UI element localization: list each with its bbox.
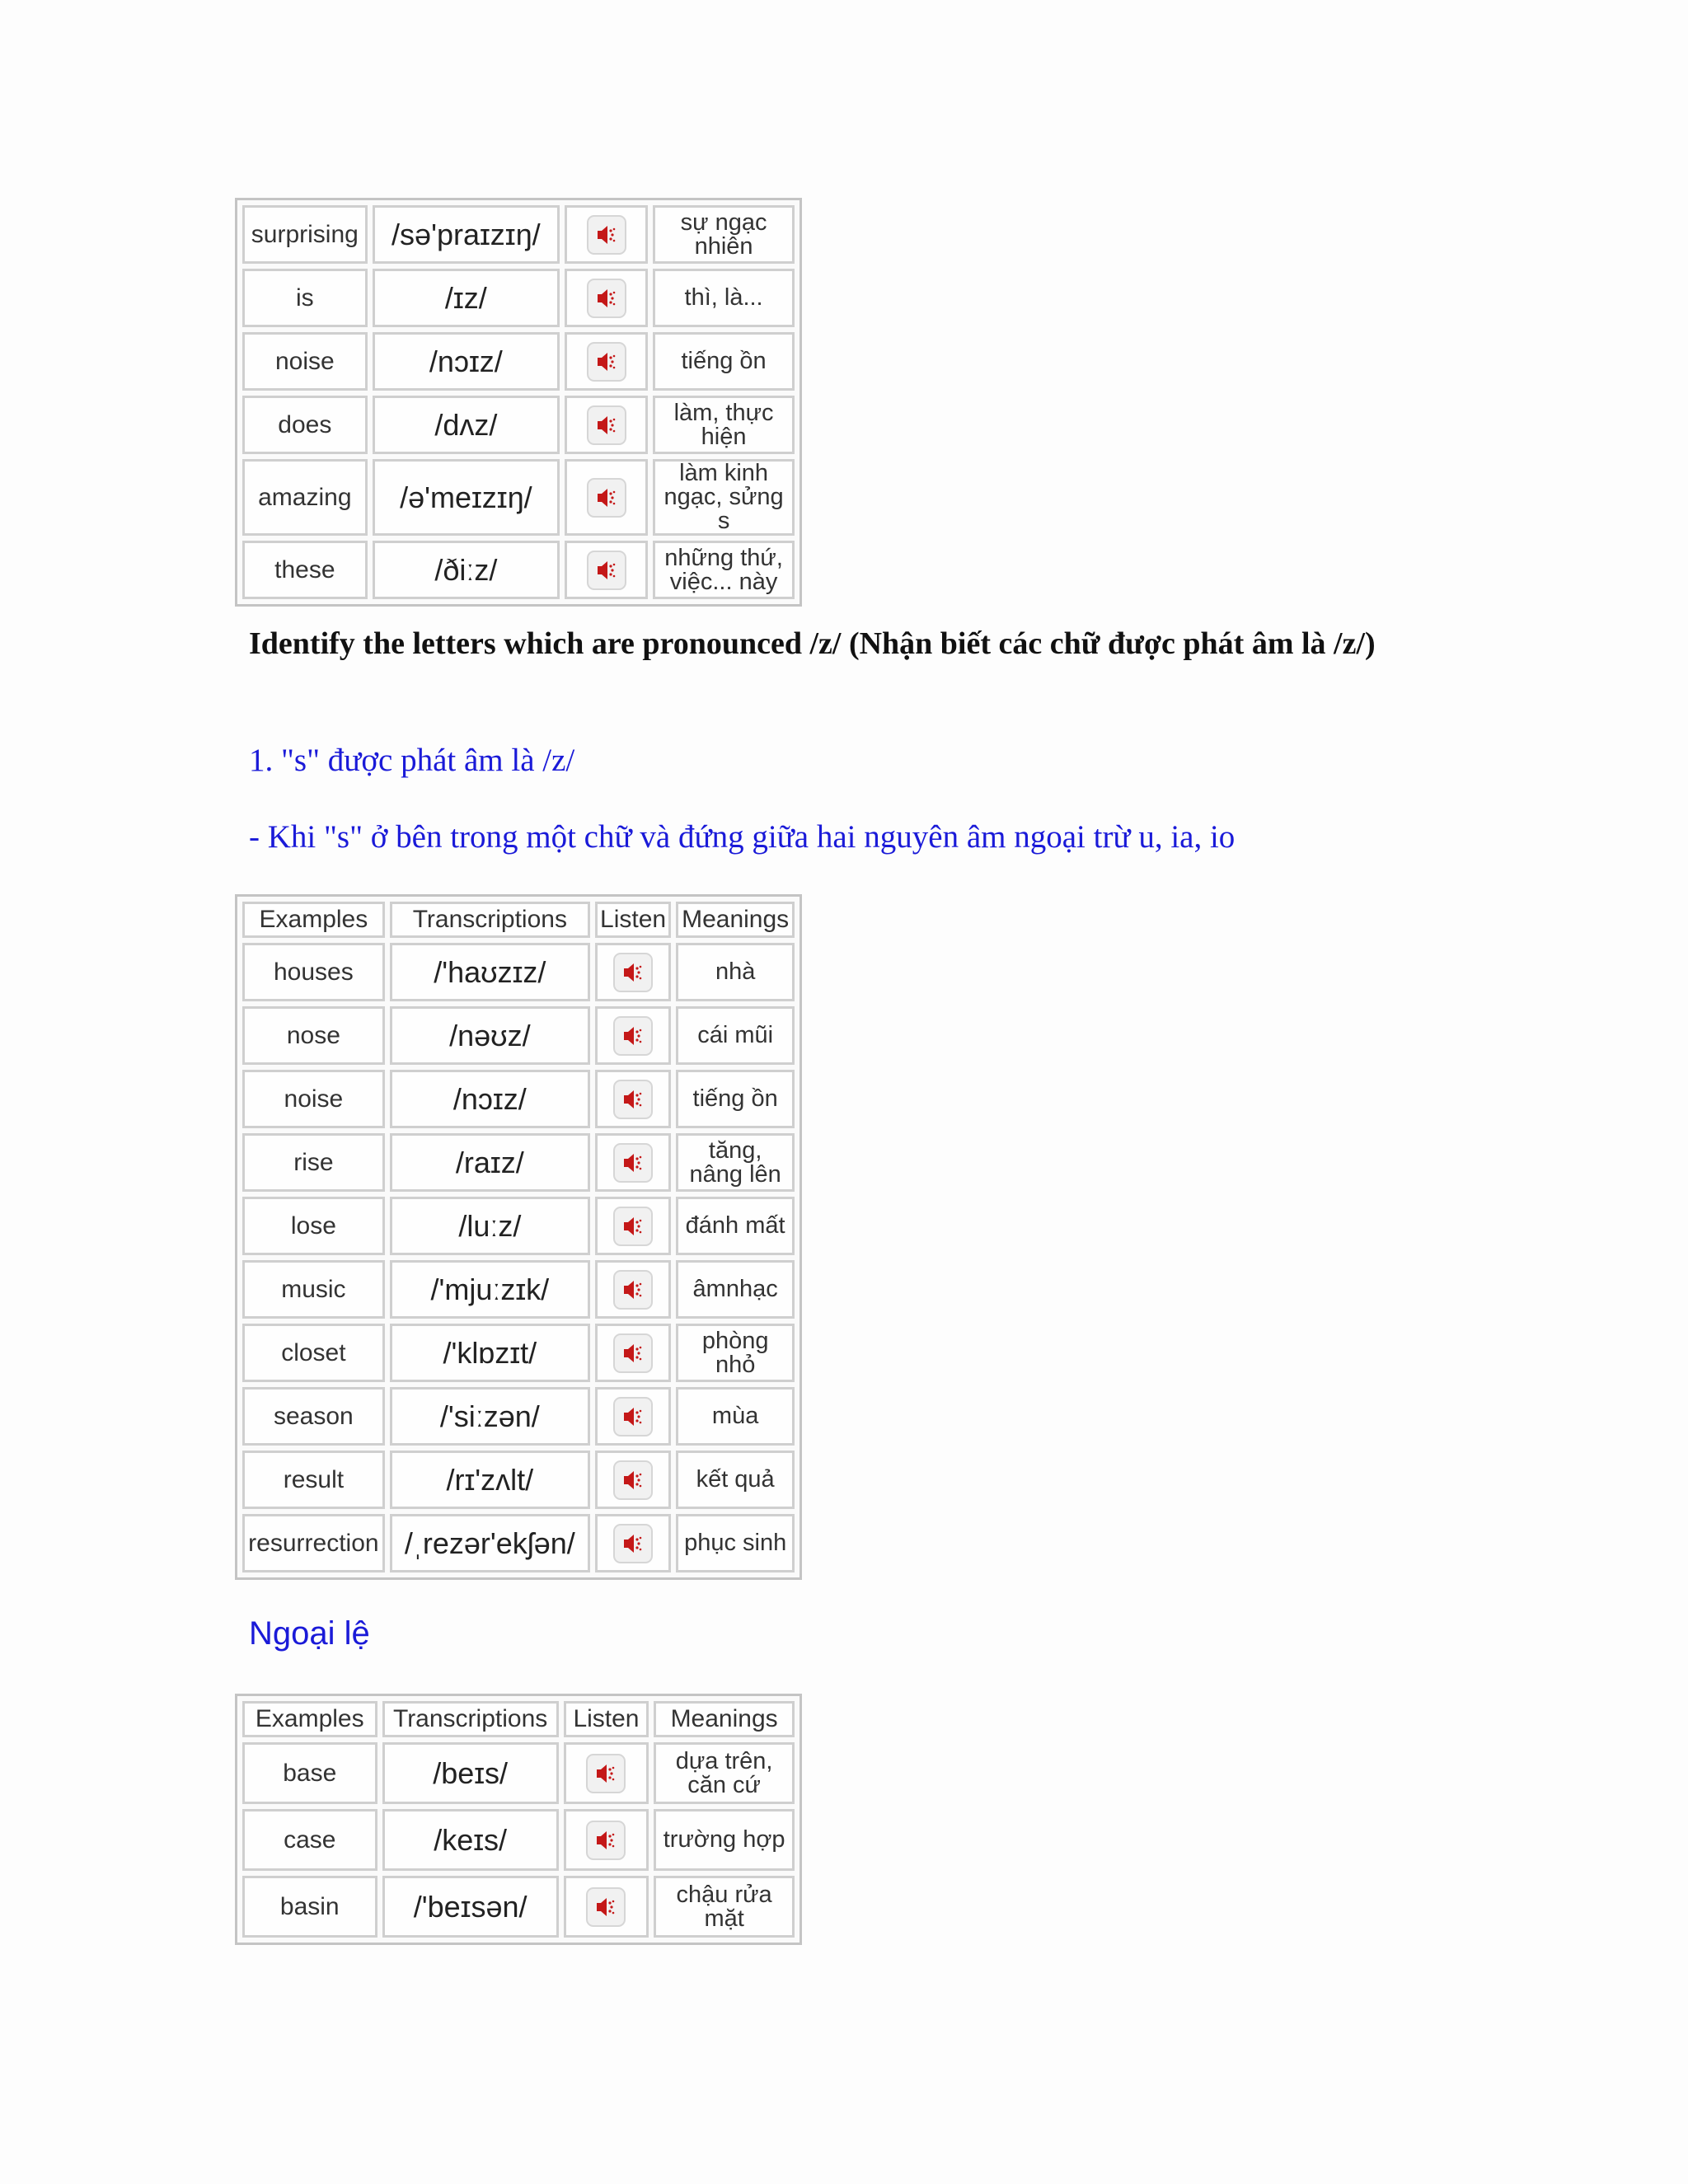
listen-cell xyxy=(595,1451,671,1509)
meaning: những thứ, việc... này xyxy=(653,541,795,599)
example-word: result xyxy=(242,1451,385,1509)
column-header-meanings: Meanings xyxy=(676,902,795,938)
transcription: /ˌrezər'ekʃən/ xyxy=(390,1514,590,1572)
example-word: noise xyxy=(242,332,368,391)
speaker-icon[interactable] xyxy=(613,1207,653,1246)
meaning: làm, thực hiện xyxy=(653,396,795,454)
speaker-icon[interactable] xyxy=(586,1821,626,1860)
example-word: closet xyxy=(242,1324,385,1382)
column-header-transcriptions: Transcriptions xyxy=(390,902,590,938)
transcription: /ə'meɪzɪŋ/ xyxy=(373,459,560,536)
table-row xyxy=(242,541,795,599)
exceptions-title: Ngoại lệ xyxy=(249,1615,370,1652)
meaning: làm kinh ngạc, sửng s xyxy=(653,459,795,536)
transcription: /'mjuːzɪk/ xyxy=(390,1260,590,1319)
transcription: /nɔɪz/ xyxy=(390,1070,590,1128)
column-header-listen: Listen xyxy=(564,1701,649,1737)
speaker-icon[interactable] xyxy=(587,478,626,518)
table-header xyxy=(242,902,795,938)
listen-cell xyxy=(565,205,648,264)
example-word: amazing xyxy=(242,459,368,536)
meaning: tiếng ồn xyxy=(653,332,795,391)
table-row xyxy=(242,1809,795,1871)
speaker-icon[interactable] xyxy=(587,279,626,318)
transcription: /'haʊzɪz/ xyxy=(390,943,590,1001)
table-row xyxy=(242,1387,795,1446)
table-row xyxy=(242,1324,795,1382)
transcription: /sə'praɪzɪŋ/ xyxy=(373,205,560,264)
transcription: /'klɒzɪt/ xyxy=(390,1324,590,1382)
transcription: /rɪ'zʌlt/ xyxy=(390,1451,590,1509)
listen-cell xyxy=(595,1324,671,1382)
listen-cell xyxy=(565,459,648,536)
example-word: basin xyxy=(242,1876,377,1938)
example-word: resurrection xyxy=(242,1514,385,1572)
listen-cell xyxy=(595,1133,671,1192)
speaker-icon[interactable] xyxy=(613,1016,653,1056)
transcription: /nɔɪz/ xyxy=(373,332,560,391)
listen-cell xyxy=(595,1006,671,1065)
meaning: phục sinh xyxy=(676,1514,795,1572)
example-word: lose xyxy=(242,1197,385,1255)
meaning: kết quả xyxy=(676,1451,795,1509)
table-row xyxy=(242,1197,795,1255)
speaker-icon[interactable] xyxy=(613,953,653,992)
vocab-table-2 xyxy=(235,894,802,1580)
speaker-icon[interactable] xyxy=(587,405,626,445)
meaning: tiếng ồn xyxy=(676,1070,795,1128)
section-heading: Identify the letters which are pronounced /z/ (Nhận biết các chữ được phát âm là /z/) xyxy=(249,626,1376,661)
meaning: mùa xyxy=(676,1387,795,1446)
transcription: /nəʊz/ xyxy=(390,1006,590,1065)
transcription: /'siːzən/ xyxy=(390,1387,590,1446)
example-word: noise xyxy=(242,1070,385,1128)
example-word: base xyxy=(242,1742,377,1804)
speaker-icon[interactable] xyxy=(613,1524,653,1563)
example-word: case xyxy=(242,1809,377,1871)
speaker-icon[interactable] xyxy=(613,1080,653,1119)
meaning: nhà xyxy=(676,943,795,1001)
transcription: /beɪs/ xyxy=(382,1742,559,1804)
column-header-meanings: Meanings xyxy=(654,1701,795,1737)
table-row xyxy=(242,1876,795,1938)
speaker-icon[interactable] xyxy=(613,1143,653,1183)
table-row xyxy=(242,1070,795,1128)
example-word: nose xyxy=(242,1006,385,1065)
meaning: cái mũi xyxy=(676,1006,795,1065)
meaning: tăng, nâng lên xyxy=(676,1133,795,1192)
column-header-listen: Listen xyxy=(595,902,671,938)
listen-cell xyxy=(564,1809,649,1871)
speaker-icon[interactable] xyxy=(587,215,626,255)
listen-cell xyxy=(595,1070,671,1128)
column-header-transcriptions: Transcriptions xyxy=(382,1701,559,1737)
table-row xyxy=(242,1451,795,1509)
meaning: sự ngạc nhiên xyxy=(653,205,795,264)
table-row xyxy=(242,1133,795,1192)
example-word: these xyxy=(242,541,368,599)
meaning: chậu rửa mặt xyxy=(654,1876,795,1938)
example-word: does xyxy=(242,396,368,454)
speaker-icon[interactable] xyxy=(613,1460,653,1500)
table-row xyxy=(242,269,795,327)
listen-cell xyxy=(565,541,648,599)
meaning: trường hợp xyxy=(654,1809,795,1871)
listen-cell xyxy=(595,1387,671,1446)
listen-cell xyxy=(565,396,648,454)
example-word: rise xyxy=(242,1133,385,1192)
table-row xyxy=(242,459,795,536)
meaning: thì, là... xyxy=(653,269,795,327)
speaker-icon[interactable] xyxy=(613,1270,653,1310)
table-row xyxy=(242,943,795,1001)
transcription: /ɪz/ xyxy=(373,269,560,327)
vocab-table-1 xyxy=(235,198,802,607)
example-word: season xyxy=(242,1387,385,1446)
speaker-icon[interactable] xyxy=(586,1754,626,1793)
example-word: is xyxy=(242,269,368,327)
example-word: houses xyxy=(242,943,385,1001)
transcription: /keɪs/ xyxy=(382,1809,559,1871)
listen-cell xyxy=(564,1742,649,1804)
listen-cell xyxy=(595,1260,671,1319)
column-header-examples: Examples xyxy=(242,1701,377,1737)
table-row xyxy=(242,396,795,454)
meaning: đánh mất xyxy=(676,1197,795,1255)
example-word: surprising xyxy=(242,205,368,264)
table-header xyxy=(242,1701,795,1737)
table-row xyxy=(242,332,795,391)
transcription: /raɪz/ xyxy=(390,1133,590,1192)
example-word: music xyxy=(242,1260,385,1319)
table-row xyxy=(242,1514,795,1572)
speaker-icon[interactable] xyxy=(587,551,626,590)
transcription: /luːz/ xyxy=(390,1197,590,1255)
transcription: /ðiːz/ xyxy=(373,541,560,599)
table-row xyxy=(242,205,795,264)
speaker-icon[interactable] xyxy=(586,1887,626,1927)
column-header-examples: Examples xyxy=(242,902,385,938)
table-row xyxy=(242,1006,795,1065)
listen-cell xyxy=(565,269,648,327)
rule-title: 1. "s" được phát âm là /z/ xyxy=(249,743,575,778)
listen-cell xyxy=(595,1514,671,1572)
transcription: /'beɪsən/ xyxy=(382,1876,559,1938)
speaker-icon[interactable] xyxy=(587,342,626,382)
speaker-icon[interactable] xyxy=(613,1333,653,1373)
table-row xyxy=(242,1742,795,1804)
rule-description: - Khi "s" ở bên trong một chữ và đứng giữa hai nguyên âm ngoại trừ u, ia, io xyxy=(249,819,1236,855)
listen-cell xyxy=(565,332,648,391)
meaning: phòng nhỏ xyxy=(676,1324,795,1382)
meaning: âmnhạc xyxy=(676,1260,795,1319)
listen-cell xyxy=(564,1876,649,1938)
listen-cell xyxy=(595,1197,671,1255)
table-row xyxy=(242,1260,795,1319)
speaker-icon[interactable] xyxy=(613,1397,653,1436)
vocab-table-3 xyxy=(235,1694,802,1945)
transcription: /dʌz/ xyxy=(373,396,560,454)
meaning: dựa trên, căn cứ xyxy=(654,1742,795,1804)
listen-cell xyxy=(595,943,671,1001)
